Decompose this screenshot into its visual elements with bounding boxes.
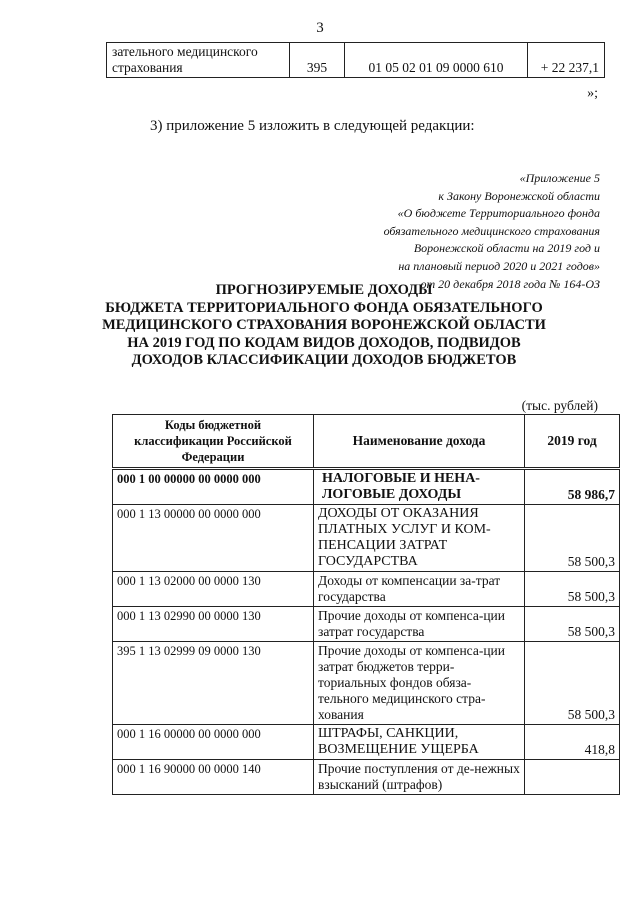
- header-code: Коды бюджетной классификации Российской Федерации: [113, 415, 314, 469]
- closing-quote: »;: [587, 86, 598, 101]
- title-line: БЮДЖЕТА ТЕРРИТОРИАЛЬНОГО ФОНДА ОБЯЗАТЕЛЬНОГО: [105, 299, 543, 316]
- row-value: 418,8: [525, 725, 620, 760]
- document-title: [80, 282, 568, 370]
- title-line: ДОХОДОВ КЛАССИФИКАЦИИ ДОХОДОВ БЮДЖЕТОВ: [131, 352, 517, 369]
- prev-name-line: зательного медицинского: [112, 44, 258, 59]
- table-row: [113, 725, 620, 760]
- table-header-row: [113, 415, 620, 469]
- row-code: 000 1 16 00000 00 0000 000: [113, 725, 314, 760]
- table-row: [113, 572, 620, 607]
- header-name: Наименование дохода: [314, 415, 525, 469]
- title-line: МЕДИЦИНСКОГО СТРАХОВАНИЯ ВОРОНЕЖСКОЙ ОБЛАСТИ: [102, 317, 546, 334]
- page-number: 3: [316, 20, 324, 36]
- appendix-line: обязательного медицинского страхования: [383, 223, 600, 238]
- row-name: Доходы от компенсации за-трат государства: [314, 572, 525, 607]
- row-name: Прочие доходы от компенса-ции затрат бюджетов терри-ториальных фондов обяза-тельного медицинского стра-хования: [314, 642, 525, 725]
- row-value: 58 500,3: [525, 607, 620, 642]
- row-code: 000 1 00 00000 00 0000 000: [113, 469, 314, 505]
- appendix-header: [300, 170, 600, 293]
- table-row: [113, 505, 620, 572]
- prev-amount: + 22 237,1: [528, 43, 605, 78]
- appendix-line: к Закону Воронежской области: [438, 188, 600, 203]
- prev-name-line: страхования: [112, 60, 183, 75]
- table-row: [113, 760, 620, 795]
- title-line: ПРОГНОЗИРУЕМЫЕ ДОХОДЫ: [215, 282, 433, 298]
- row-code: 395 1 13 02999 09 0000 130: [113, 642, 314, 725]
- row-value: 58 500,3: [525, 572, 620, 607]
- appendix-line: от 20 декабря 2018 года № 164-ОЗ: [420, 276, 600, 291]
- previous-table-continuation: [106, 42, 605, 78]
- income-table: [112, 414, 620, 795]
- appendix-line: Воронежской области на 2019 год и: [413, 241, 600, 256]
- appendix-line: на плановый период 2020 и 2021 годов»: [398, 258, 600, 273]
- table-row: [107, 43, 605, 78]
- row-name: ШТРАФЫ, САНКЦИИ, ВОЗМЕЩЕНИЕ УЩЕРБА: [314, 725, 525, 760]
- row-name: НАЛОГОВЫЕ И НЕНА-ЛОГОВЫЕ ДОХОДЫ: [314, 469, 525, 505]
- row-code: 000 1 13 02990 00 0000 130: [113, 607, 314, 642]
- row-value: [525, 760, 620, 795]
- row-name: ДОХОДЫ ОТ ОКАЗАНИЯ ПЛАТНЫХ УСЛУГ И КОМ-ПЕНСАЦИИ ЗАТРАТ ГОСУДАРСТВА: [314, 505, 525, 572]
- title-line: НА 2019 ГОД ПО КОДАМ ВИДОВ ДОХОДОВ, ПОДВИДОВ: [127, 334, 521, 351]
- row-code: 000 1 13 02000 00 0000 130: [113, 572, 314, 607]
- row-code: 000 1 16 90000 00 0000 140: [113, 760, 314, 795]
- appendix-line: «О бюджете Территориального фонда: [397, 206, 600, 221]
- prev-admin-code: 395: [290, 43, 345, 78]
- row-code: 000 1 13 00000 00 0000 000: [113, 505, 314, 572]
- row-value: 58 500,3: [525, 642, 620, 725]
- table-row: [113, 607, 620, 642]
- table-row: [113, 469, 620, 505]
- units-label: (тыс. рублей): [521, 398, 598, 413]
- row-value: 58 500,3: [525, 505, 620, 572]
- table-row: [113, 642, 620, 725]
- prev-source-code: 01 05 02 01 09 0000 610: [345, 43, 528, 78]
- item-3-text: 3) приложение 5 изложить в следующей редакции:: [150, 118, 475, 134]
- row-name: Прочие поступления от де-нежных взысканий (штрафов): [314, 760, 525, 795]
- row-value: 58 986,7: [525, 469, 620, 505]
- header-year: 2019 год: [525, 415, 620, 469]
- prev-name-cell: [107, 43, 290, 78]
- appendix-line: «Приложение 5: [519, 171, 600, 185]
- row-name: Прочие доходы от компенса-ции затрат государства: [314, 607, 525, 642]
